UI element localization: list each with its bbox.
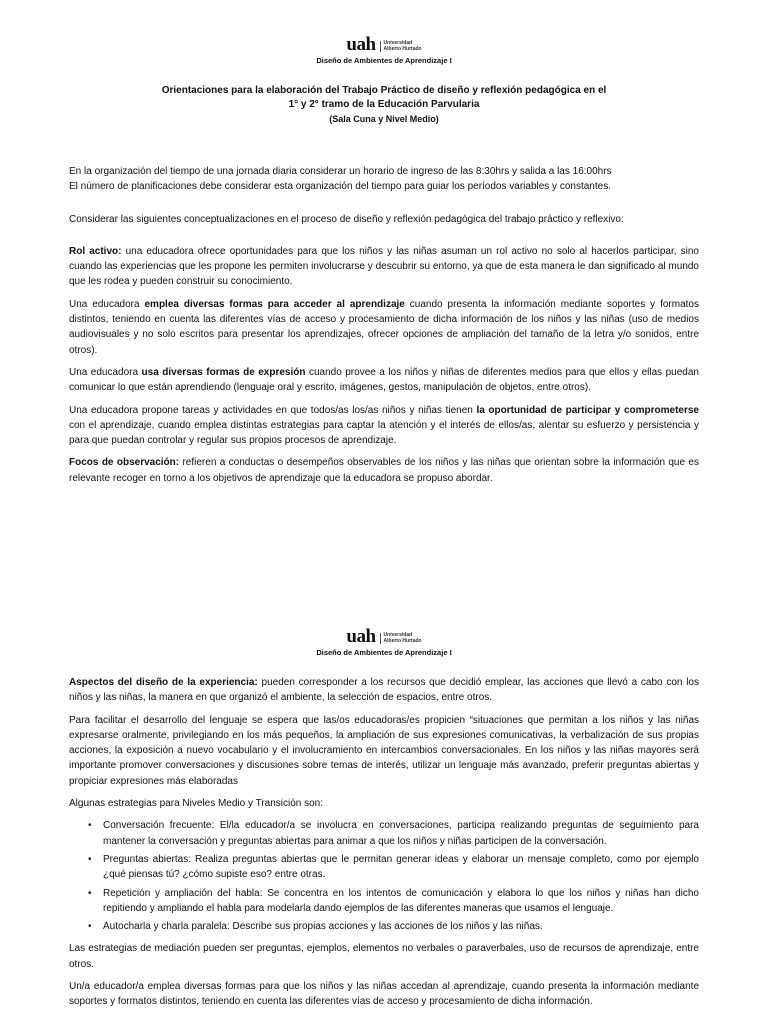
participacion-lead: Una educadora propone tareas y actividades en que todos/as los/as niños y niñas tienen xyxy=(69,404,477,416)
estrategias-list xyxy=(69,818,699,934)
list-item-text: Repetición y ampliación del habla: Se concentra en los intentos de comunicación y elabora lo que los niños y niñas han dicho repitiendo y ampliando el habla para modelarla dando ejemplos de las diferentes maneras que usamos el lenguaje. xyxy=(103,887,699,914)
participacion-paragraph xyxy=(69,403,699,449)
list-item xyxy=(69,852,699,883)
page-header xyxy=(0,36,768,65)
logo-line-2: Alberto Hurtado xyxy=(383,637,422,644)
document-page-2 xyxy=(0,600,768,1024)
considerar-paragraph: Considerar las siguientes conceptualizaciones en el proceso de diseño y reflexión pedagógica del trabajo práctico y reflexivo: xyxy=(69,213,624,225)
acceso-paragraph xyxy=(69,297,699,358)
document-title xyxy=(100,84,668,126)
ultimo-paragraph: Un/a educador/a emplea diversas formas para que los niños y las niñas accedan al aprendizaje, cuando presenta la información mediante soportes y formatos distintos, teniendo en cuenta las diferentes vías de acceso y procesamiento de dicha información. xyxy=(69,981,699,1008)
logo-line-2: Alberto Hurtado xyxy=(383,45,422,52)
list-item-text: Autocharla y charla paralela: Describe sus propias acciones y las acciones de los niños y las niñas. xyxy=(103,921,543,933)
logo-wordmark: uah xyxy=(346,626,376,647)
mediacion-paragraph: Las estrategias de mediación pueden ser preguntas, ejemplos, elementos no verbales o paraverbales, uso de recursos de aprendizaje, entre otros. xyxy=(69,943,699,970)
logo-subtitle xyxy=(380,41,422,52)
acceso-term: emplea diversas formas para acceder al aprendizaje xyxy=(144,298,405,310)
intro-line-1: En la organización del tiempo de una jornada diaria considerar un horario de ingreso de las 8:30hrs y salida a las 16:00hrs xyxy=(69,166,612,177)
title-line-3: (Sala Cuna y Nivel Medio) xyxy=(329,114,439,124)
uah-logo xyxy=(346,36,421,54)
rol-activo-term: Rol activo: xyxy=(69,245,122,257)
estrategias-intro: Algunas estrategias para Niveles Medio y Transición son: xyxy=(69,798,324,810)
uah-logo xyxy=(346,628,421,646)
rol-activo-text: una educadora ofrece oportunidades para que los niños y las niñas asuman un rol activo no solo al hacerlos participar, sino cuando las experiencias que les propone les permiten involucrarse y descubrir su entorno, ya que de esta manera le dan significado al mundo que les rodea y pueden construir su conocimiento. xyxy=(69,245,699,288)
expresion-text: cuando provee a los niños y niñas de diferentes medios para que ellos y ellas puedan comunicar lo que están aprendiendo (lenguaje oral y escrito, imágenes, gestos, manipulación de objetos, entre otros). xyxy=(69,366,699,394)
participacion-text: con el aprendizaje, cuando emplea distintas estrategias para captar la atención y el interés de ellos/as, alentar su esfuerzo y persistencia y para que puedan controlar y regular sus propios procesos de aprendizaje. xyxy=(69,419,699,447)
participacion-term: la oportunidad de participar y comprometerse xyxy=(476,404,699,416)
focos-term: Focos de observación: xyxy=(69,457,180,469)
title-line-2: 1° y 2° tramo de la Educación Parvularia xyxy=(288,99,480,110)
expresion-paragraph xyxy=(69,365,699,396)
title-line-1: Orientaciones para la elaboración del Trabajo Práctico de diseño y reflexión pedagógica en el xyxy=(161,85,607,96)
expresion-lead: Una educadora xyxy=(69,366,142,378)
focos-paragraph xyxy=(69,455,699,486)
course-name: Diseño de Ambientes de Aprendizaje I xyxy=(316,56,452,65)
rol-activo-paragraph xyxy=(69,244,699,290)
aspectos-text: pueden corresponder a los recursos que decidió emplear, las acciones que llevó a cabo con los niños y las niñas, la manera en que organizó el ambiente, la selección de espacios, entre otros. xyxy=(69,677,699,704)
page-header xyxy=(0,628,768,657)
logo-line-1: Universidad xyxy=(383,632,413,638)
list-item-text: Conversación frecuente: El/la educador/a se involucra en conversaciones, participa realizando preguntas de seguimiento para mantener la conversación y preguntas abiertas para animar a que los niños y niñas participen de la conversación. xyxy=(103,820,699,847)
page-1-body xyxy=(69,164,699,493)
intro-line-2: El número de planificaciones debe considerar esta organización del tiempo para guiar los períodos variables y constantes. xyxy=(69,181,611,193)
focos-text: refieren a conductas o desempeños observables de los niños y las niñas que orientan sobre la información que es relevante recoger en torno a los objetivos de aprendizaje que la educadora se propuso abordar. xyxy=(69,457,699,484)
course-name: Diseño de Ambientes de Aprendizaje I xyxy=(316,648,452,657)
lenguaje-paragraph: Para facilitar el desarrollo del lenguaje se espera que las/os educadoras/es propicien “situaciones que permitan a los niños y las niñas expresarse oralmente, privilegiando en los más pequeños, la ampliación de sus expresiones comunicativas, la verbalización de sus propias acciones, la exposición a nuevo vocabulario y el involucramiento en intercambios conversacionales. En los niños y las niñas mayores será importante promover conversaciones y discusiones sobre temas de interés, utilizar un lenguaje más avanzado, preferir preguntas abiertas y propiciar expresiones más elaboradas xyxy=(69,714,699,787)
list-item xyxy=(69,919,699,934)
logo-wordmark: uah xyxy=(346,34,376,55)
list-item xyxy=(69,886,699,917)
page-2-body xyxy=(69,675,699,1017)
list-item-text: Preguntas abiertas: Realiza preguntas abiertas que le permitan generar ideas y elaborar un mensaje completo, como por ejemplo ¿qué piensas tú? ¿cómo supiste eso? entre otras. xyxy=(103,853,699,881)
bullet-icon: • xyxy=(88,921,92,933)
bullet-icon: • xyxy=(88,887,92,899)
bullet-icon: • xyxy=(88,853,92,865)
aspectos-paragraph xyxy=(69,675,699,706)
expresion-term: usa diversas formas de expresión xyxy=(141,366,306,378)
acceso-text: cuando presenta la información mediante soportes y formatos distintos, teniendo en cuenta las diferentes vías de acceso y procesamiento de dicha información de los niños y las niñas (uso de medios audiovisuales y no solo escritos para presentar los aprendizajes, ofrecer opciones de ampliación del tamaño de la letra y/o sonidos, entre otros). xyxy=(69,298,699,356)
acceso-lead: Una educadora xyxy=(69,298,145,310)
logo-subtitle xyxy=(380,633,422,644)
bullet-icon: • xyxy=(88,820,92,832)
aspectos-term: Aspectos del diseño de la experiencia: xyxy=(69,677,258,688)
list-item xyxy=(69,818,699,849)
logo-line-1: Universidad xyxy=(383,40,413,46)
